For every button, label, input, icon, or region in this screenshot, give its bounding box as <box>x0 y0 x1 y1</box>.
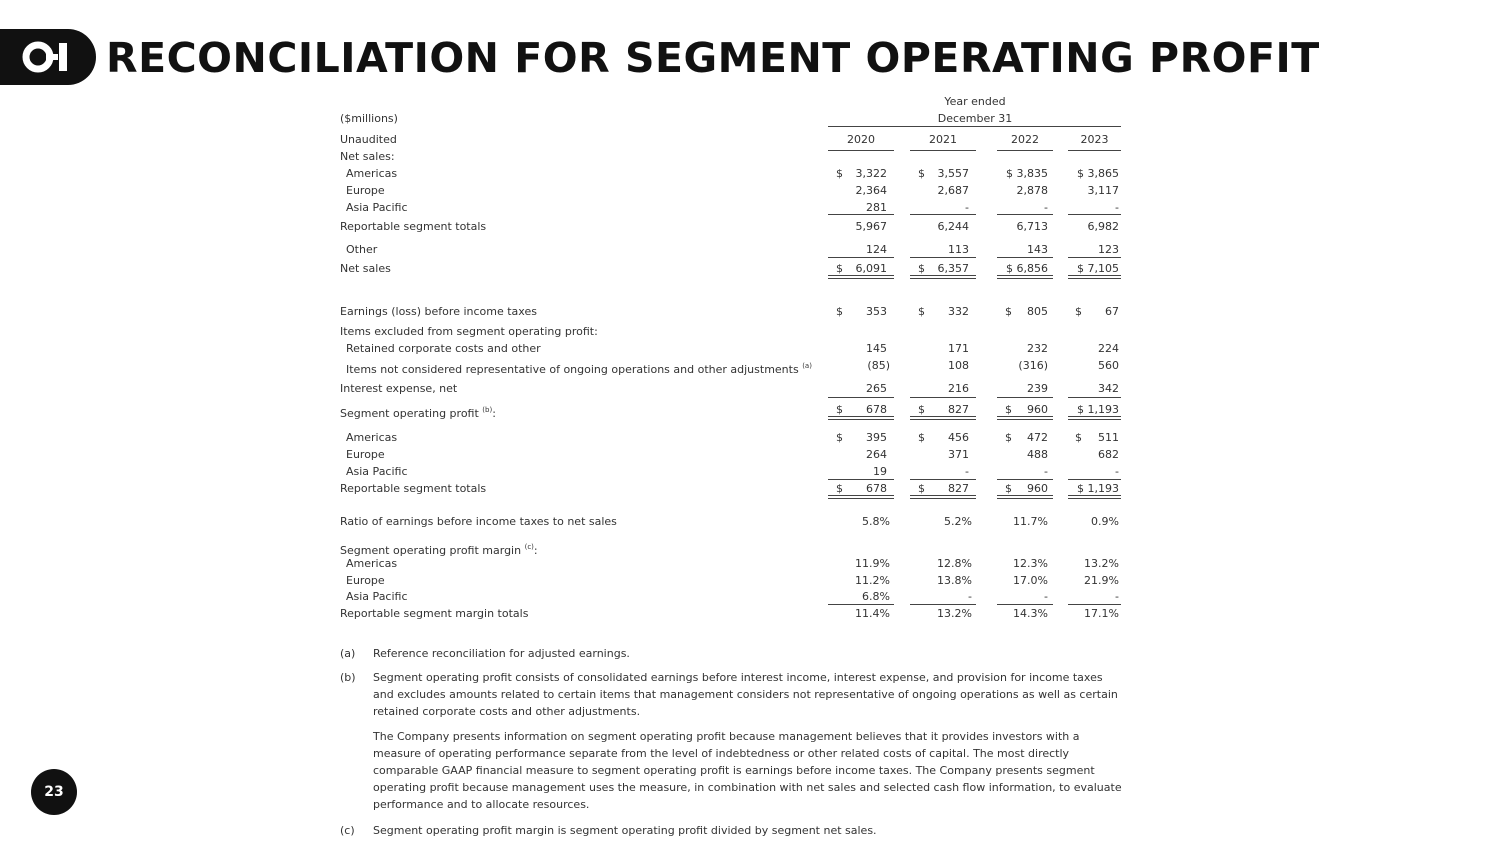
total-double-rule <box>1068 416 1121 420</box>
subtotal-rule <box>828 479 894 480</box>
cell: 3,557 <box>937 167 969 180</box>
cell: $ <box>918 482 925 495</box>
cell: 5,967 <box>855 220 887 233</box>
cell: 342 <box>1098 382 1119 395</box>
cell: 805 <box>1027 305 1048 318</box>
footnote-c-text: Segment operating profit margin is segment operating profit divided by segment net sales. <box>373 824 877 837</box>
cell: 13.2% <box>1084 557 1119 570</box>
cell: 682 <box>1098 448 1119 461</box>
total-double-rule <box>1068 495 1121 499</box>
cell: 12.3% <box>1013 557 1048 570</box>
cell: 960 <box>1027 482 1048 495</box>
cell: 472 <box>1027 431 1048 444</box>
page-number: 23 <box>31 769 77 815</box>
year-rule <box>997 150 1053 151</box>
subtotal-rule <box>997 604 1053 605</box>
header-year-ended: Year ended <box>944 95 1006 108</box>
page-title: RECONCILIATION FOR SEGMENT OPERATING PROFIT <box>106 34 1320 82</box>
cell: 488 <box>1027 448 1048 461</box>
cell: 232 <box>1027 342 1048 355</box>
cell: 3,322 <box>855 167 887 180</box>
cell: 6,982 <box>1087 220 1119 233</box>
net-sales-heading: Net sales: <box>340 150 395 163</box>
cell: 224 <box>1098 342 1119 355</box>
cell: $ <box>836 167 843 180</box>
cell: 14.3% <box>1013 607 1048 620</box>
cell: $ <box>918 305 925 318</box>
cell: 960 <box>1027 403 1048 416</box>
cell: $ 1,193 <box>1077 403 1119 416</box>
cell: 353 <box>866 305 887 318</box>
cell: $ <box>1005 482 1012 495</box>
cell: $ <box>918 167 925 180</box>
subtotal-rule <box>1068 604 1121 605</box>
row-label-not-considered <box>346 359 812 377</box>
cell: 560 <box>1098 359 1119 372</box>
cell: 17.0% <box>1013 574 1048 587</box>
cell: 143 <box>1027 243 1048 256</box>
footnote-ref-c: (c) <box>524 543 534 551</box>
cell: 2,878 <box>1016 184 1048 197</box>
footnote-b-text-2: The Company presents information on segment operating profit because management believes that it provides investors with a measure of operating performance separate from the level of indebtedness or other related costs of capital. The most directly comparable GAAP financial measure to segment operating profit is earnings before income taxes. The Company presents segment operating profit because management uses the measure, in combination with net sales and selected cash flow information, to evaluate performance and to allocate resources. <box>373 730 1122 811</box>
cell: $ <box>836 482 843 495</box>
footnote-b-label: (b) <box>340 671 356 684</box>
row-label-retained: Retained corporate costs and other <box>346 342 541 355</box>
cell: - <box>1044 465 1048 478</box>
sop-colon: : <box>492 407 496 420</box>
cell: - <box>968 590 972 603</box>
total-double-rule <box>828 275 894 279</box>
year-rule <box>910 150 976 151</box>
cell: $ <box>1005 431 1012 444</box>
not-considered-text: Items not considered representative of ongoing operations and other adjustments <box>346 363 799 376</box>
cell: 2,364 <box>855 184 887 197</box>
cell: $ <box>1075 305 1082 318</box>
subtotal-rule <box>910 479 976 480</box>
subtotal-rule <box>828 214 894 215</box>
cell: 11.4% <box>855 607 890 620</box>
cell: $ <box>1005 305 1012 318</box>
cell: $ <box>836 403 843 416</box>
o-i-logo-icon <box>22 39 76 75</box>
subtotal-rule <box>828 397 894 398</box>
subtotal-rule <box>1068 214 1121 215</box>
cell: 5.8% <box>862 515 890 528</box>
row-label-margin-europe: Europe <box>346 574 385 587</box>
subtotal-rule <box>910 257 976 258</box>
subtotal-rule <box>828 604 894 605</box>
row-label-other: Other <box>346 243 378 256</box>
subtotal-rule <box>1068 257 1121 258</box>
cell: 239 <box>1027 382 1048 395</box>
cell: $ <box>1005 403 1012 416</box>
row-label-sop-europe: Europe <box>346 448 385 461</box>
cell: 12.8% <box>937 557 972 570</box>
cell: $ <box>836 431 843 444</box>
cell: 264 <box>866 448 887 461</box>
header-rule <box>828 126 1121 127</box>
footnote-ref-b: (b) <box>482 406 493 414</box>
row-label-margin-totals: Reportable segment margin totals <box>340 607 529 620</box>
cell: - <box>965 465 969 478</box>
subtotal-rule <box>828 257 894 258</box>
cell: (85) <box>867 359 890 372</box>
row-label-sop-americas: Americas <box>346 431 398 444</box>
cell: 17.1% <box>1084 607 1119 620</box>
cell: $ <box>918 262 925 275</box>
subtotal-rule <box>1068 479 1121 480</box>
footnote-a-label: (a) <box>340 647 356 660</box>
company-logo <box>0 29 96 85</box>
row-label-europe: Europe <box>346 184 385 197</box>
cell: 216 <box>948 382 969 395</box>
cell: 13.2% <box>937 607 972 620</box>
row-label-margin-asia: Asia Pacific <box>346 590 408 603</box>
cell: 13.8% <box>937 574 972 587</box>
footnote-c-label: (c) <box>340 824 355 837</box>
cell: 371 <box>948 448 969 461</box>
cell: $ <box>1075 431 1082 444</box>
cell: $ <box>836 305 843 318</box>
total-double-rule <box>997 275 1053 279</box>
cell: 265 <box>866 382 887 395</box>
row-label-sop-reportable: Reportable segment totals <box>340 482 487 495</box>
cell: 6,244 <box>937 220 969 233</box>
row-label-items-excluded: Items excluded from segment operating profit: <box>340 325 598 338</box>
year-2023: 2023 <box>1080 133 1109 146</box>
cell: 5.2% <box>944 515 972 528</box>
cell: 678 <box>866 403 887 416</box>
row-label-margin <box>340 540 538 558</box>
cell: 281 <box>866 201 887 214</box>
cell: 827 <box>948 403 969 416</box>
year-2022: 2022 <box>1011 133 1039 146</box>
cell: 332 <box>948 305 969 318</box>
cell: 511 <box>1098 431 1119 444</box>
cell: 827 <box>948 482 969 495</box>
units-label: ($millions) <box>340 112 398 125</box>
cell: 456 <box>948 431 969 444</box>
cell: $ 1,193 <box>1077 482 1119 495</box>
subtotal-rule <box>997 257 1053 258</box>
total-double-rule <box>997 495 1053 499</box>
cell: - <box>1115 590 1119 603</box>
cell: 123 <box>1098 243 1119 256</box>
cell: 145 <box>866 342 887 355</box>
row-label-interest: Interest expense, net <box>340 382 458 395</box>
sop-text: Segment operating profit <box>340 407 479 420</box>
footnote-ref-a: (a) <box>802 362 812 370</box>
total-double-rule <box>910 495 976 499</box>
cell: 11.9% <box>855 557 890 570</box>
row-label-sop-asia: Asia Pacific <box>346 465 408 478</box>
cell: (316) <box>1018 359 1048 372</box>
cell: 678 <box>866 482 887 495</box>
row-label-reportable: Reportable segment totals <box>340 220 487 233</box>
cell: $ 7,105 <box>1077 262 1119 275</box>
total-double-rule <box>997 416 1053 420</box>
cell: 6,091 <box>855 262 887 275</box>
margin-text: Segment operating profit margin <box>340 544 522 557</box>
row-label-net-sales: Net sales <box>340 262 391 275</box>
cell: 11.7% <box>1013 515 1048 528</box>
row-label-asia-pacific: Asia Pacific <box>346 201 408 214</box>
cell: 67 <box>1105 305 1119 318</box>
row-label-margin-americas: Americas <box>346 557 398 570</box>
cell: 0.9% <box>1091 515 1119 528</box>
cell: 2,687 <box>937 184 969 197</box>
row-label-ebit: Earnings (loss) before income taxes <box>340 305 537 318</box>
cell: 21.9% <box>1084 574 1119 587</box>
cell: $ <box>836 262 843 275</box>
cell: 113 <box>948 243 969 256</box>
margin-colon: : <box>533 544 538 557</box>
cell: $ 3,835 <box>1006 167 1048 180</box>
cell: $ 6,856 <box>1006 262 1048 275</box>
cell: 395 <box>866 431 887 444</box>
unaudited-label: Unaudited <box>340 133 397 146</box>
cell: - <box>1115 201 1119 214</box>
row-label-sop <box>340 403 496 421</box>
cell: 6,357 <box>937 262 969 275</box>
cell: - <box>965 201 969 214</box>
cell: 6.8% <box>862 590 890 603</box>
cell: 108 <box>948 359 969 372</box>
footnote-b-text: Segment operating profit consists of consolidated earnings before interest income, interest expense, and provision for income taxes and excludes amounts related to certain items that management considers not representative of ongoing operations as well as certain retained corporate costs and other adjustments. <box>373 671 1118 718</box>
subtotal-rule <box>1068 397 1121 398</box>
subtotal-rule <box>910 604 976 605</box>
cell: $ <box>918 403 925 416</box>
total-double-rule <box>910 416 976 420</box>
subtotal-rule <box>910 214 976 215</box>
total-double-rule <box>828 495 894 499</box>
cell: 124 <box>866 243 887 256</box>
subtotal-rule <box>910 397 976 398</box>
cell: 11.2% <box>855 574 890 587</box>
cell: 171 <box>948 342 969 355</box>
cell: 19 <box>873 465 887 478</box>
header-december: December 31 <box>937 112 1013 125</box>
year-rule <box>828 150 894 151</box>
total-double-rule <box>828 416 894 420</box>
row-label-ratio: Ratio of earnings before income taxes to net sales <box>340 515 617 528</box>
cell: 3,117 <box>1087 184 1119 197</box>
cell: $ <box>918 431 925 444</box>
cell: 6,713 <box>1016 220 1048 233</box>
footnote-a-text: Reference reconciliation for adjusted earnings. <box>373 647 630 660</box>
year-2021: 2021 <box>929 133 957 146</box>
row-label-americas: Americas <box>346 167 398 180</box>
total-double-rule <box>910 275 976 279</box>
cell: $ 3,865 <box>1077 167 1119 180</box>
subtotal-rule <box>997 479 1053 480</box>
subtotal-rule <box>997 397 1053 398</box>
year-rule <box>1068 150 1121 151</box>
cell: - <box>1115 465 1119 478</box>
subtotal-rule <box>997 214 1053 215</box>
cell: - <box>1044 201 1048 214</box>
total-double-rule <box>1068 275 1121 279</box>
cell: - <box>1044 590 1048 603</box>
year-2020: 2020 <box>847 133 875 146</box>
